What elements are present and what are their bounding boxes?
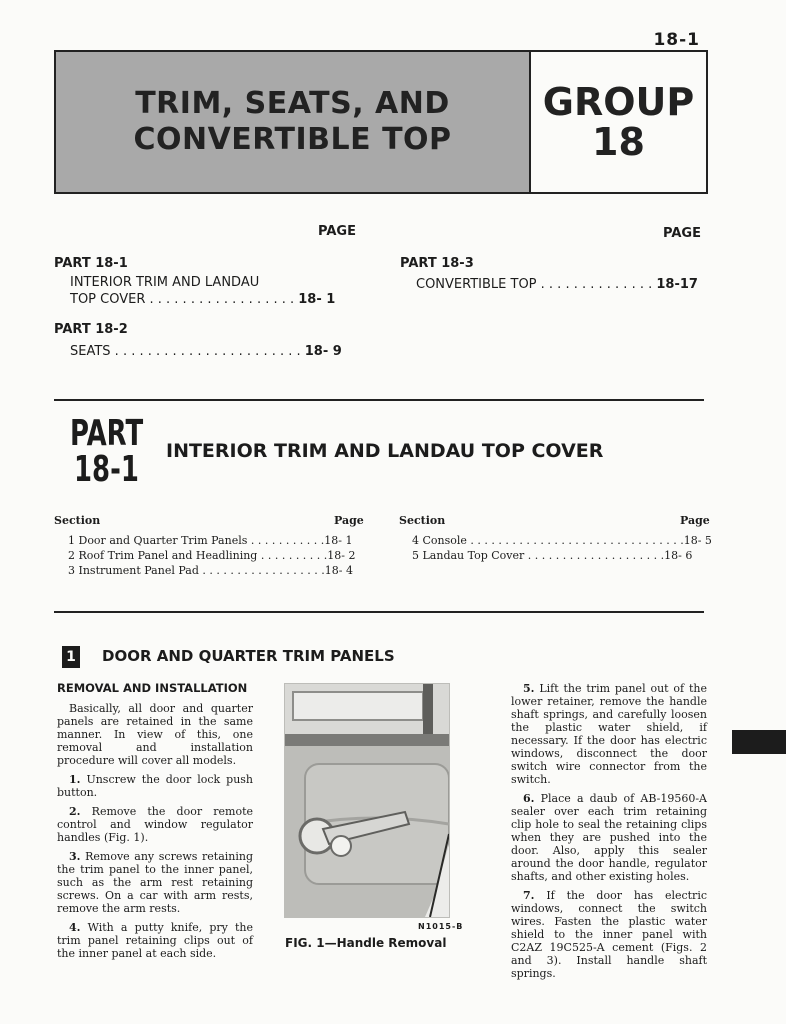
section-index-right — [412, 533, 712, 563]
toc-entry-line: INTERIOR TRIM AND LANDAU — [70, 275, 260, 290]
part-label-bottom: 18-1 — [74, 449, 139, 490]
section-index-row: 1 Door and Quarter Trim Panels . . . . . . . . . . .18- 1 — [68, 534, 353, 547]
toc-entry-page: 18- 9 — [304, 344, 342, 359]
step-2 — [57, 805, 253, 844]
banner-group-label: GROUP — [542, 80, 695, 124]
step-text: Remove any screws retaining the trim panel to the inner panel, such as the arm rest retaining screws. On a car with arm rests, remove the arm rests. — [57, 850, 254, 915]
step-number: 2. — [69, 805, 81, 818]
step-1 — [57, 773, 253, 799]
divider-top — [54, 399, 704, 401]
section-index-page-heading-right: Page — [680, 514, 710, 527]
toc-entry-line: TOP COVER . . . . . . . . . . . . . . . . . . — [70, 292, 299, 307]
divider-middle — [54, 611, 704, 613]
banner-title-box — [56, 52, 531, 192]
toc-part-18-2: PART 18-2 — [54, 322, 128, 337]
figure-code: N1015-B — [418, 922, 464, 931]
step-text: Lift the trim panel out of the lower retainer, remove the handle shaft springs, and carefully loosen the plastic water shield, if necessary. If the door has electric windows, disconnect the door switch wire connector from the switch. — [511, 682, 707, 786]
subheading-removal-installation: REMOVAL AND INSTALLATION — [57, 681, 248, 695]
step-3 — [57, 850, 253, 915]
figure-caption: FIG. 1—Handle Removal — [285, 936, 447, 950]
step-text: If the door has electric windows, connect the switch wires. Fasten the plastic water shield to the inner panel with C2AZ 19C525-A cement (Figs. 2 and 3). Install handle shaft springs. — [511, 889, 707, 980]
section-thumb-tab — [732, 730, 786, 754]
toc-entry-convertible-top — [416, 276, 698, 293]
toc-page-heading-left: PAGE — [318, 224, 356, 239]
step-4 — [57, 921, 253, 960]
toc-entry-interior-trim — [70, 274, 335, 308]
step-number: 3. — [69, 850, 81, 863]
banner-group-box — [531, 52, 706, 192]
left-column — [57, 682, 253, 966]
step-text: Place a daub of AB-19560-A sealer over each trim retaining clip hole to seal the retaining clips when they are pushed into the door. Also, apply this sealer around the door handle, regulator shafts, and other existing holes. — [511, 792, 707, 883]
toc-entry-page: 18-17 — [656, 277, 698, 292]
door-handle-illustration — [285, 684, 449, 917]
section-index-page-heading-left: Page — [334, 514, 364, 527]
step-number: 5. — [523, 682, 535, 695]
step-number: 6. — [523, 792, 535, 805]
toc-entry-seats — [70, 343, 342, 360]
toc-entry-line: SEATS . . . . . . . . . . . . . . . . . . . . . . . — [70, 344, 305, 359]
section-index-left — [68, 533, 356, 578]
step-number: 7. — [523, 889, 535, 902]
intro-paragraph: Basically, all door and quarter panels are retained in the same manner. In view of this, one removal and installation procedure will cover all models. — [57, 702, 253, 767]
step-5 — [511, 682, 707, 786]
section-index-heading-left: Section — [54, 514, 101, 527]
toc-part-18-1: PART 18-1 — [54, 256, 128, 271]
section-title: DOOR AND QUARTER TRIM PANELS — [102, 647, 395, 665]
section-index-heading-right: Section — [399, 514, 446, 527]
page-number: 18-1 — [653, 30, 700, 50]
step-6 — [511, 792, 707, 883]
step-text: Remove the door remote control and window regulator handles (Fig. 1). — [57, 805, 254, 844]
right-column — [511, 682, 707, 986]
step-7 — [511, 889, 707, 980]
figure-photo-handle-removal — [284, 683, 450, 918]
part-label-top: PART — [70, 413, 144, 454]
section-index-row: 2 Roof Trim Panel and Headlining . . . . . . . . . .18- 2 — [68, 549, 356, 562]
step-number: 1. — [69, 773, 81, 786]
step-number: 4. — [69, 921, 81, 934]
group-banner — [54, 50, 708, 194]
banner-group-number: 18 — [592, 120, 645, 164]
section-number-badge: 1 — [62, 646, 80, 668]
toc-entry-line: CONVERTIBLE TOP . . . . . . . . . . . . . . — [416, 277, 657, 292]
toc-page-heading-right: PAGE — [663, 226, 701, 241]
banner-title-line-2: CONVERTIBLE TOP — [133, 122, 452, 157]
toc-part-18-3: PART 18-3 — [400, 256, 474, 271]
section-index-row: 3 Instrument Panel Pad . . . . . . . . . . . . . . . . . .18- 4 — [68, 564, 353, 577]
banner-title-line-1: TRIM, SEATS, AND — [135, 86, 450, 121]
section-index-row: 5 Landau Top Cover . . . . . . . . . . . . . . . . . . . .18- 6 — [412, 549, 693, 562]
toc-entry-page: 18- 1 — [298, 292, 336, 307]
section-index-row: 4 Console . . . . . . . . . . . . . . . . . . . . . . . . . . . . . . .18- 5 — [412, 534, 712, 547]
step-text: With a putty knife, pry the trim panel retaining clips out of the inner panel at each side. — [57, 921, 254, 960]
step-text: Unscrew the door lock push button. — [57, 773, 254, 799]
part-heading: INTERIOR TRIM AND LANDAU TOP COVER — [166, 440, 604, 462]
